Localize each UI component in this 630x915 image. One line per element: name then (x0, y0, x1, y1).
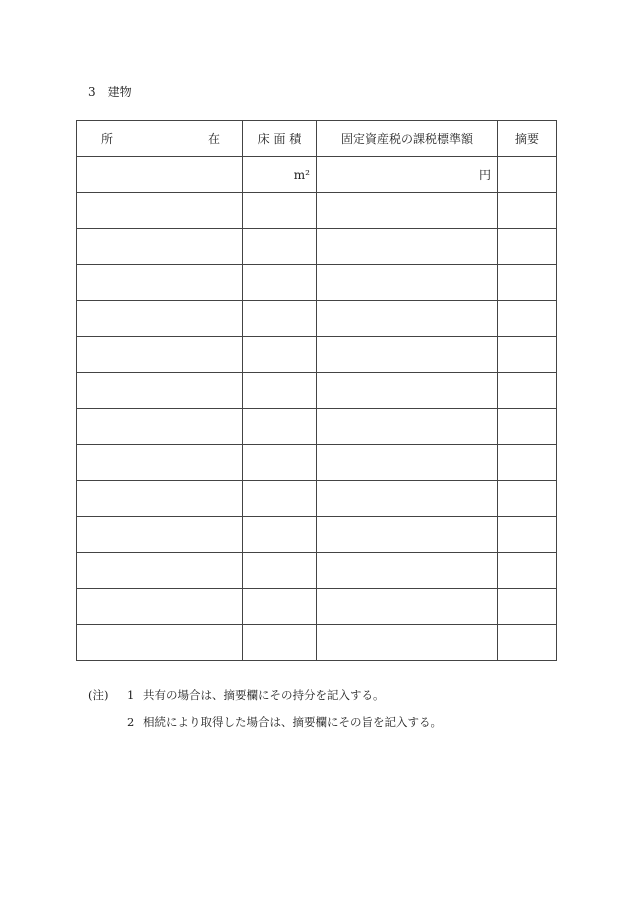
location-cell[interactable] (77, 517, 243, 553)
floor-area-cell[interactable] (243, 193, 317, 229)
note-text: 相続により取得した場合は、摘要欄にその旨を記入する。 (143, 715, 442, 729)
floor-area-cell[interactable] (243, 589, 317, 625)
notes (88, 682, 442, 736)
header-location-right: 在 (207, 132, 220, 146)
table-row (77, 229, 557, 265)
remarks-cell[interactable] (498, 337, 557, 373)
remarks-cell[interactable] (498, 265, 557, 301)
building-table (76, 120, 557, 661)
table-row (77, 409, 557, 445)
location-cell[interactable] (77, 301, 243, 337)
table-row (77, 445, 557, 481)
header-tax-base: 固定資産税の課税標準額 (317, 121, 498, 157)
remarks-cell[interactable] (498, 481, 557, 517)
table-row (77, 625, 557, 661)
table-row (77, 373, 557, 409)
note-text: 共有の場合は、摘要欄にその持分を記入する。 (143, 688, 385, 702)
tax-base-cell[interactable] (317, 625, 498, 661)
remarks-cell[interactable] (498, 589, 557, 625)
tax-base-cell[interactable] (317, 445, 498, 481)
location-cell[interactable] (77, 265, 243, 301)
location-cell[interactable] (77, 625, 243, 661)
location-cell[interactable] (77, 409, 243, 445)
table-row (77, 265, 557, 301)
table-row (77, 337, 557, 373)
floor-area-cell[interactable] (243, 301, 317, 337)
floor-area-cell[interactable] (243, 229, 317, 265)
table-row (77, 553, 557, 589)
tax-base-cell[interactable] (317, 265, 498, 301)
note-item (88, 682, 442, 709)
tax-base-cell[interactable] (317, 373, 498, 409)
location-cell[interactable] (77, 229, 243, 265)
table-row (77, 481, 557, 517)
floor-area-cell[interactable] (243, 481, 317, 517)
floor-area-cell[interactable] (243, 373, 317, 409)
tax-base-cell[interactable] (317, 409, 498, 445)
tax-base-cell[interactable] (317, 301, 498, 337)
floor-area-cell[interactable] (243, 517, 317, 553)
tax-base-cell[interactable] (317, 157, 498, 193)
note-number: 2 (127, 715, 135, 729)
floor-area-cell[interactable] (243, 625, 317, 661)
table-row (77, 589, 557, 625)
tax-base-cell[interactable] (317, 193, 498, 229)
location-cell[interactable] (77, 553, 243, 589)
header-row (77, 121, 557, 157)
remarks-cell[interactable] (498, 373, 557, 409)
location-cell[interactable] (77, 337, 243, 373)
note-item (88, 709, 442, 736)
location-cell[interactable] (77, 157, 243, 193)
location-cell[interactable] (77, 445, 243, 481)
unit-yen: 円 (478, 168, 491, 182)
unit-sqm: m² (293, 167, 310, 182)
location-cell[interactable] (77, 589, 243, 625)
table-row (77, 157, 557, 193)
remarks-cell[interactable] (498, 229, 557, 265)
section-title (88, 83, 144, 100)
remarks-cell[interactable] (498, 301, 557, 337)
header-location-left: 所 (101, 132, 114, 146)
tax-base-cell[interactable] (317, 553, 498, 589)
tax-base-cell[interactable] (317, 517, 498, 553)
floor-area-cell[interactable] (243, 265, 317, 301)
section-number: 3 (88, 85, 96, 99)
tax-base-cell[interactable] (317, 337, 498, 373)
location-cell[interactable] (77, 373, 243, 409)
notes-label: (注) (88, 688, 109, 702)
location-cell[interactable] (77, 193, 243, 229)
tax-base-cell[interactable] (317, 481, 498, 517)
remarks-cell[interactable] (498, 625, 557, 661)
note-number: 1 (127, 688, 135, 702)
floor-area-cell[interactable] (243, 157, 317, 193)
location-cell[interactable] (77, 481, 243, 517)
tax-base-cell[interactable] (317, 229, 498, 265)
floor-area-cell[interactable] (243, 337, 317, 373)
header-floor-area: 床 面 積 (243, 121, 317, 157)
remarks-cell[interactable] (498, 157, 557, 193)
tax-base-cell[interactable] (317, 589, 498, 625)
floor-area-cell[interactable] (243, 553, 317, 589)
remarks-cell[interactable] (498, 193, 557, 229)
section-label: 建物 (107, 85, 132, 99)
table-row (77, 517, 557, 553)
remarks-cell[interactable] (498, 517, 557, 553)
remarks-cell[interactable] (498, 409, 557, 445)
table-row (77, 301, 557, 337)
floor-area-cell[interactable] (243, 409, 317, 445)
header-remarks: 摘要 (498, 121, 557, 157)
remarks-cell[interactable] (498, 553, 557, 589)
floor-area-cell[interactable] (243, 445, 317, 481)
remarks-cell[interactable] (498, 445, 557, 481)
header-location (77, 121, 243, 157)
table-row (77, 193, 557, 229)
